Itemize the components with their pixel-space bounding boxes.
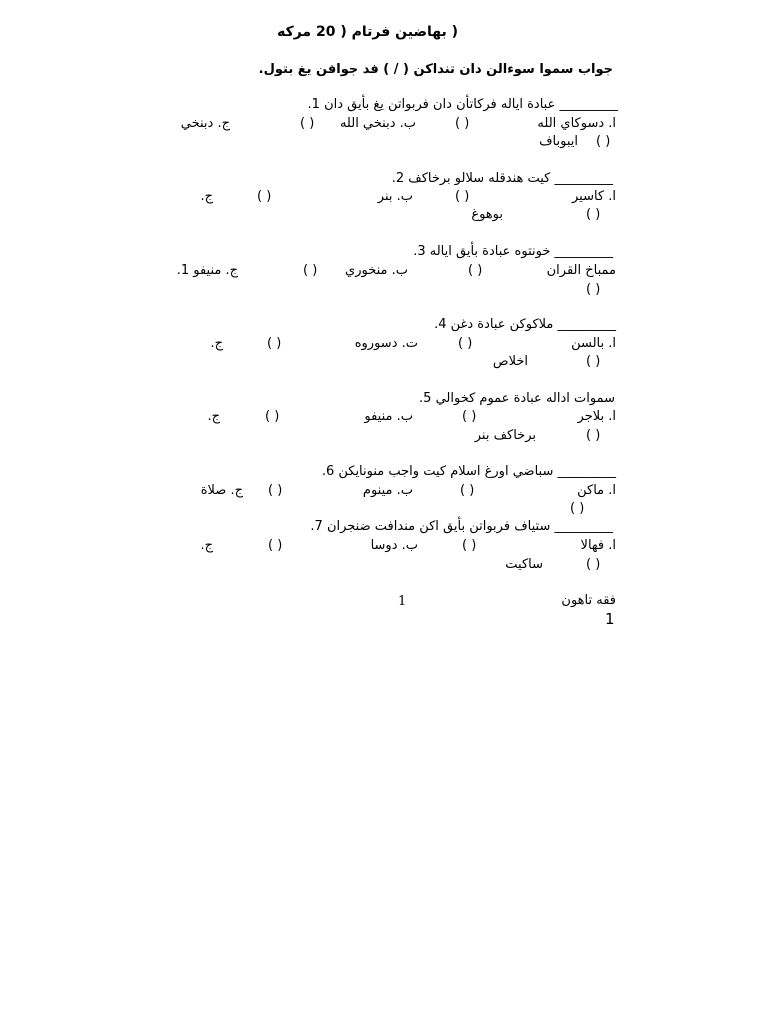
question-1-answer-box-c[interactable]: ( ) — [596, 134, 611, 149]
question-6-option-c: ج. صلاة — [200, 483, 243, 498]
question-4-answer-box-c[interactable]: ( ) — [586, 354, 601, 369]
question-6-answer-box-a[interactable]: ( ) — [460, 483, 475, 498]
question-6-option-a: ا. ماكن — [577, 483, 616, 498]
question-7-option-c: ج. — [200, 538, 213, 553]
question-7-extra-option: ساكيت — [505, 557, 543, 572]
question-3-option-b: ب. منخوري — [345, 263, 408, 278]
question-5-extra-option: برخاكف بنر — [474, 428, 536, 443]
question-4-option-b: ت. دسوروه — [354, 336, 418, 351]
question-7-option-b: ب. دوسا — [370, 538, 418, 553]
footer-subject-label: فقه تاهون — [561, 593, 616, 608]
question-4-answer-box-a[interactable]: ( ) — [458, 336, 473, 351]
question-3-answer-box-b[interactable]: ( ) — [303, 263, 318, 278]
question-4-answer-box-b[interactable]: ( ) — [267, 336, 282, 351]
question-1-extra-option: ايبوباف — [539, 134, 578, 149]
question-7-answer-box-b[interactable]: ( ) — [268, 538, 283, 553]
question-2-option-b: ب. بنر — [377, 189, 413, 204]
question-2-extra-option: بوهوغ — [471, 207, 503, 222]
question-4-option-a: ا. بالسن — [571, 336, 616, 351]
question-7-stem: _________ ستياف فربواتن بأيق اكن مندافت ضنجران 7. — [310, 519, 613, 534]
question-3-stem: _________ خونتوه عبادة بأيق اياله 3. — [413, 244, 613, 259]
footer-page-number: 1 — [398, 594, 407, 609]
question-4-stem: _________ ملاكوكن عبادة دغن 4. — [434, 317, 616, 332]
question-3-answer-box-a[interactable]: ( ) — [468, 263, 483, 278]
question-3-option-c: ج. منيفو 1. — [176, 263, 238, 278]
question-4-extra-option: اخلاص — [492, 354, 528, 369]
question-1-answer-box-a[interactable]: ( ) — [455, 116, 470, 131]
question-5-answer-box-b[interactable]: ( ) — [265, 409, 280, 424]
question-6-answer-box-c[interactable]: ( ) — [570, 501, 585, 516]
question-7-answer-box-a[interactable]: ( ) — [462, 538, 477, 553]
question-2-answer-box-b[interactable]: ( ) — [257, 189, 272, 204]
question-6-answer-box-b[interactable]: ( ) — [268, 483, 283, 498]
question-1-answer-box-b[interactable]: ( ) — [300, 116, 315, 131]
page-title: ( بهاضين فرتام ( 20 مركه — [277, 24, 458, 40]
question-4-option-c: ج. — [210, 336, 223, 351]
question-5-answer-box-c[interactable]: ( ) — [586, 428, 601, 443]
question-3-option-a: ممباخ القران — [546, 263, 616, 278]
question-5-option-c: ج. — [207, 409, 220, 424]
question-6-stem: _________ سباضي اورغ اسلام كيت واجب منونايكن 6. — [321, 464, 616, 479]
question-5-stem: سموات اداله عبادة عموم كخوالي 5. — [419, 391, 615, 406]
question-2-option-c: ج. — [200, 189, 213, 204]
question-3-answer-box-c[interactable]: ( ) — [586, 282, 601, 297]
question-7-answer-box-c[interactable]: ( ) — [586, 557, 601, 572]
question-7-option-a: ا. فهالا — [580, 538, 616, 553]
question-5-option-a: ا. بلاجر — [577, 409, 616, 424]
question-1-option-a: ا. دسوكاي الله — [537, 116, 616, 131]
question-1-option-c: ج. دبنخي — [180, 116, 230, 131]
instruction-text: جواب سموا سوءالن دان تنداكن ( / ) فد جوافن يغ بتول. — [258, 62, 613, 77]
question-5-answer-box-a[interactable]: ( ) — [462, 409, 477, 424]
question-1-stem: _________ عبادة اياله فركاتأن دان فربواتن يغ بأيق دان 1. — [307, 97, 618, 112]
question-2-stem: _________ كيت هندقله سلالو برخاكف 2. — [391, 171, 613, 186]
question-2-option-a: ا. كاسير — [571, 189, 616, 204]
footer-year-number: 1 — [605, 610, 615, 628]
question-5-option-b: ب. منيفو — [364, 409, 413, 424]
question-6-option-b: ب. مينوم — [362, 483, 413, 498]
question-2-answer-box-a[interactable]: ( ) — [455, 189, 470, 204]
question-2-answer-box-c[interactable]: ( ) — [586, 207, 601, 222]
question-1-option-b: ب. دبنخي الله — [339, 116, 416, 131]
